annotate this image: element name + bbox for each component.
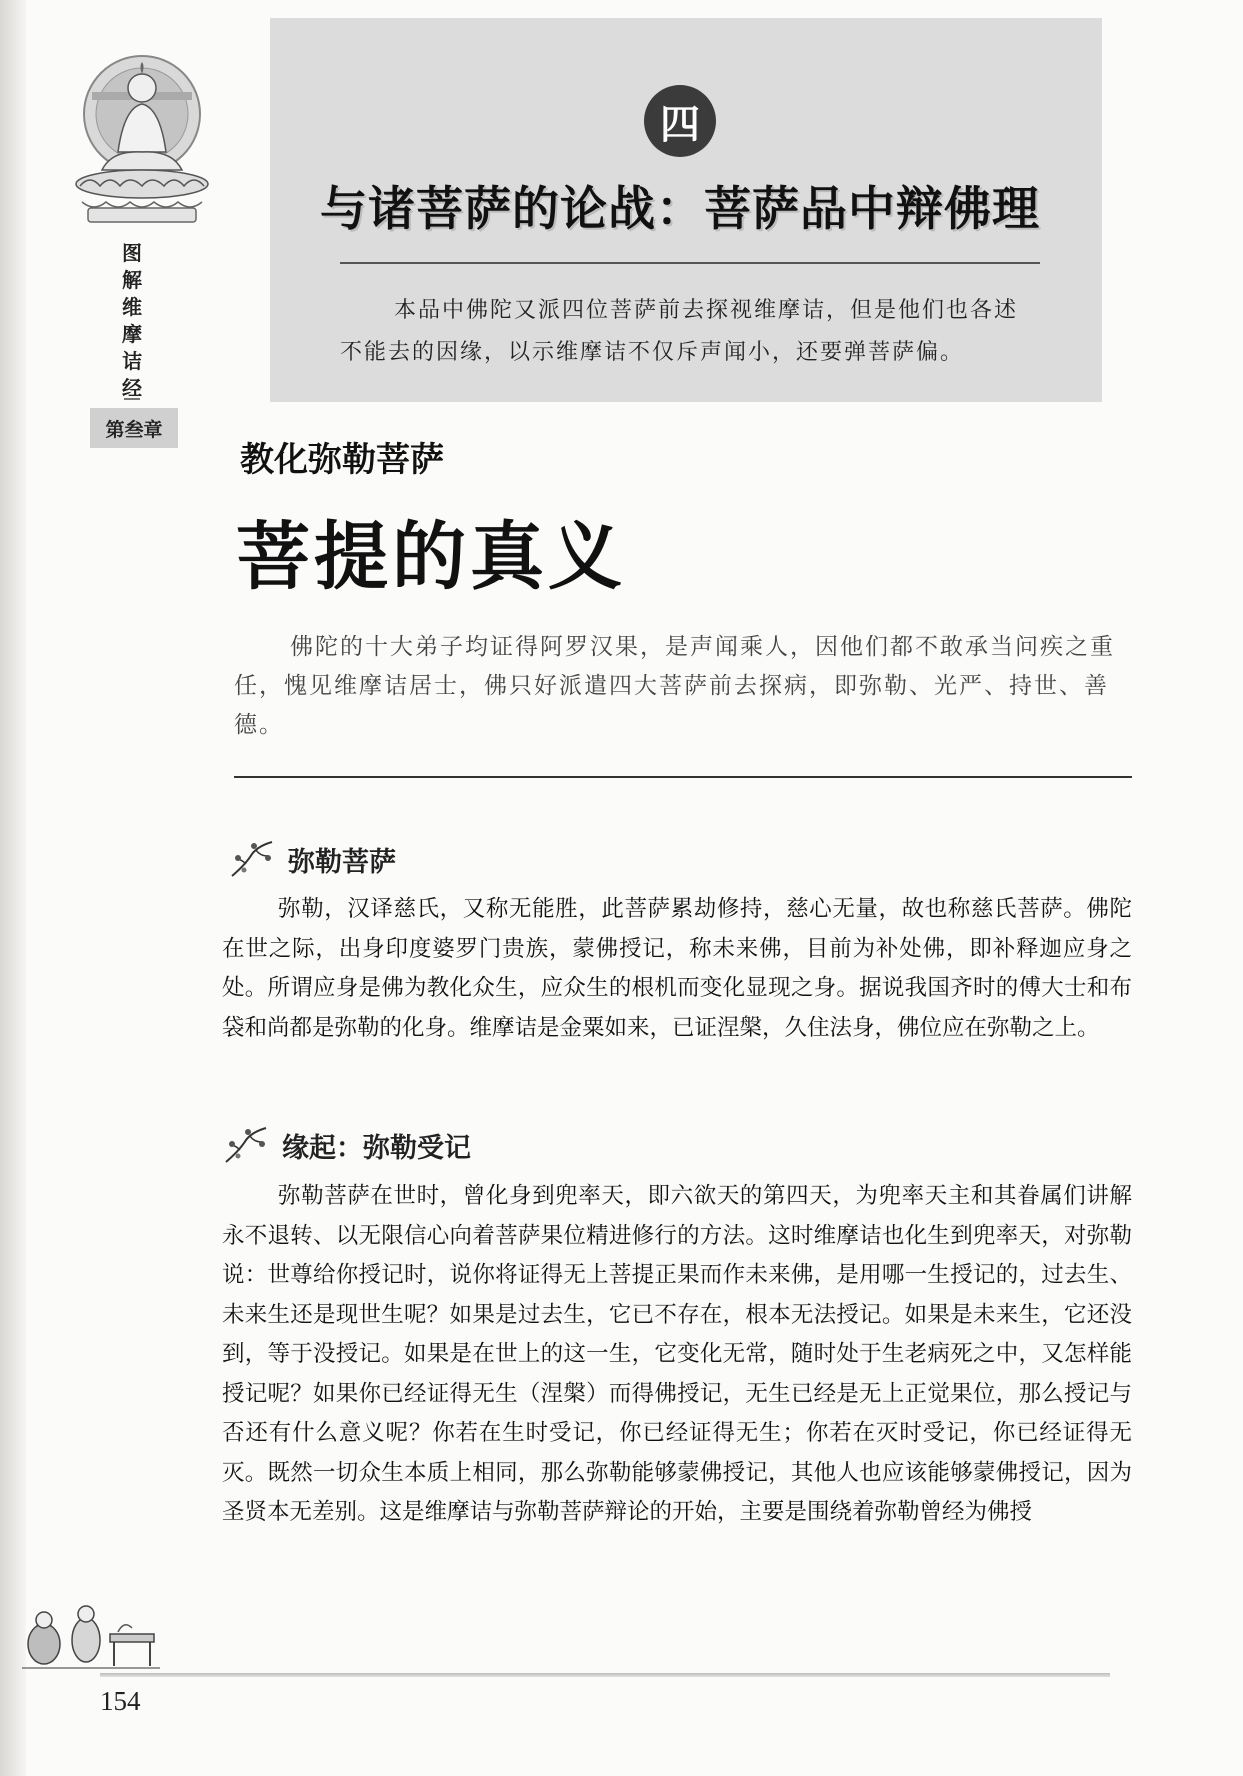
banner-divider [340, 262, 1040, 264]
page-number: 154 [100, 1686, 141, 1716]
chapter-number-badge [644, 85, 716, 157]
banner-intro: 本品中佛陀又派四位菩萨前去探视维摩诘，但是他们也各述不能去的因缘，以示维摩诘不仅斥声闻小，还要弹菩萨偏。 [340, 298, 1019, 365]
paragraph-maitreya: 弥勒，汉译慈氏，又称无能胜，此菩萨累劫修持，慈心无量，故也称慈氏菩萨。佛陀在世之际，出身印度婆罗门贵族，蒙佛授记，称未来佛，目前为补处佛，即补释迦应身之处。所谓应身是佛为教化众生，应众生的根机而变化显现之身。据说我国齐时的傅大士和布袋和尚都是弥勒的化身。维摩诘是金粟如来，已证涅槃，久住法身，佛位应在弥勒之上。 [222, 896, 1132, 1041]
section-kicker: 教化弥勒菩萨 [240, 440, 444, 480]
footer-rule [100, 1673, 1110, 1677]
chapter-tab: 第叁章 [90, 408, 178, 448]
buddha-figure-icon [62, 52, 222, 232]
plum-sprig-icon [222, 1124, 272, 1166]
book-title-vertical: 图解维摩诘经 [122, 241, 142, 400]
banner-title: 与诸菩萨的论战：菩萨品中辩佛理 [320, 182, 1040, 237]
paragraph-origin: 弥勒菩萨在世时，曾化身到兜率天，即六欲天的第四天，为兜率天主和其眷属们讲解永不退转、以无限信心向着菩萨果位精进修行的方法。这时维摩诘也化生到兜率天，对弥勒说：世尊给你授记时，说你将证得无上菩提正果而作未来佛，是用哪一生授记的，过去生、未来生还是现世生呢？如果是过去生，它已不存在，根本无法授记。如果是未来生，它还没到，等于没授记。如果是在世上的这一生，它变化无常，随时处于生老病死之中，又怎样能授记呢？如果你已经证得无生（涅槃）而得佛授记，无生已经是无上正觉果位，那么授记与否还有什么意义呢？你若在生时受记，你已经证得无生；你若在灭时受记，你已经证得无灭。既然一切众生本质上相同，那么弥勒能够蒙佛授记，其他人也应该能够蒙佛授记，因为圣贤本无差别。这是维摩诘与弥勒菩萨辩论的开始，主要是围绕着弥勒曾经为佛授 [222, 1183, 1132, 1525]
chapter-number: 四 [660, 101, 700, 148]
subheading-origin-text: 缘起：弥勒受记 [282, 1132, 471, 1164]
plum-sprig-icon [228, 838, 278, 880]
subheading-maitreya [228, 838, 396, 880]
sidebar-divider [124, 398, 140, 400]
subheading-origin [222, 1124, 471, 1166]
page-edge-shadow [0, 0, 26, 1776]
scholars-scene-icon [14, 1582, 164, 1672]
section-lead: 佛陀的十大弟子均证得阿罗汉果，是声闻乘人，因他们都不敢承当问疾之重任，愧见维摩诘居士，佛只好派遣四大菩萨前去探病，即弥勒、光严、持世、善德。 [234, 634, 1115, 738]
section-title: 菩提的真义 [236, 514, 626, 600]
lead-divider [234, 776, 1132, 778]
subheading-maitreya-text: 弥勒菩萨 [288, 846, 396, 878]
